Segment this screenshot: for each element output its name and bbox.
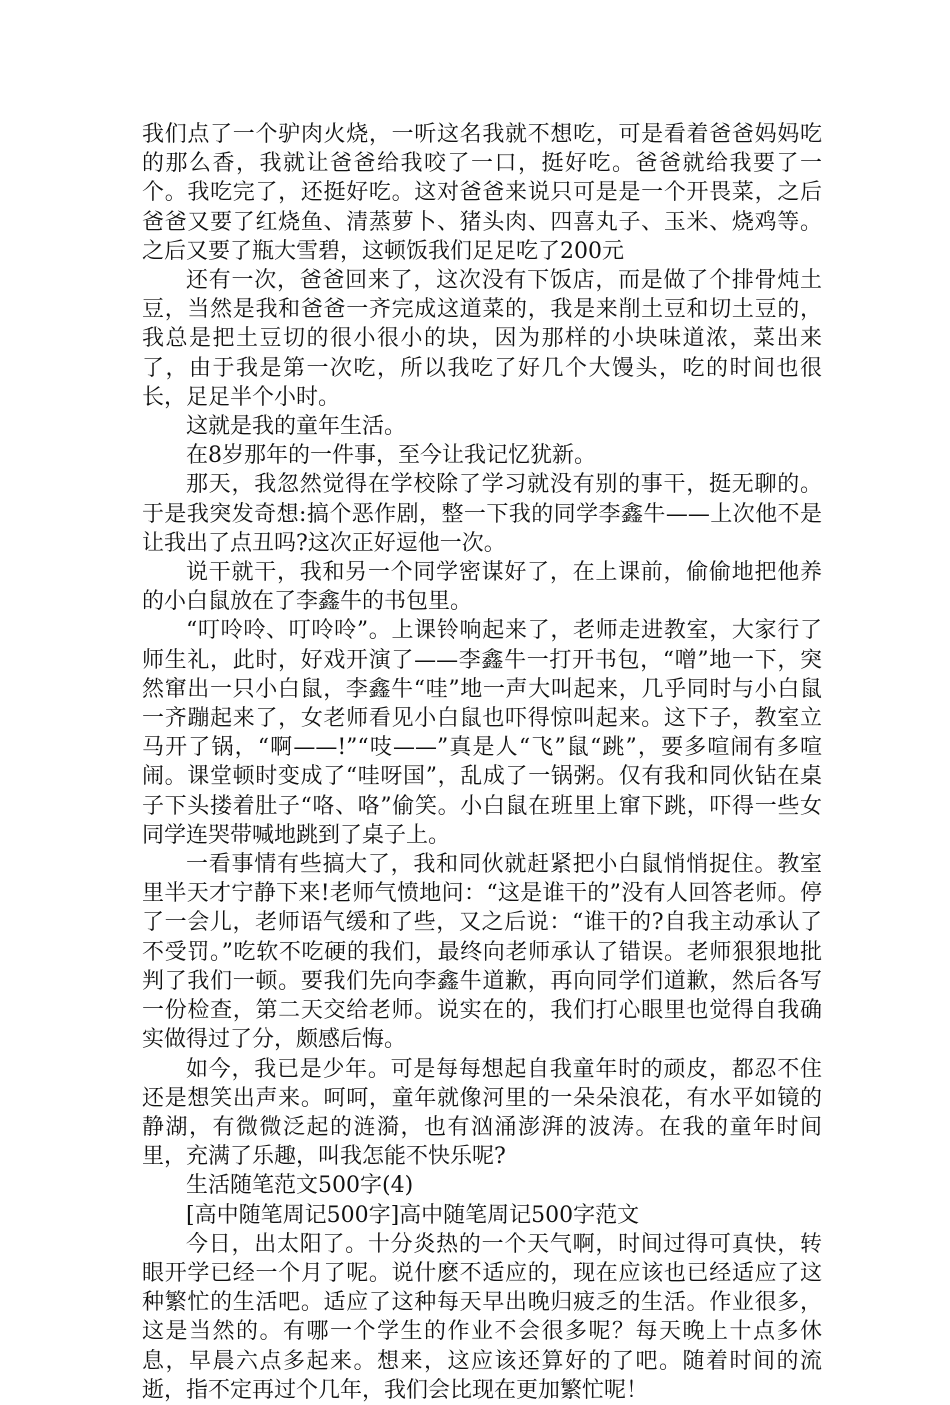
paragraph-reflection: 如今，我已是少年。可是每每想起自我童年时的顽皮，都忍不住还是想笑出声来。呵呵，童年就像河里的一朵朵浪花，有水平如镜的静湖，有微微泛起的涟漪，也有汹涌澎湃的波涛。在我的童年时间里，充满了乐趣，叫我怎能不快乐呢? bbox=[142, 1056, 822, 1170]
paragraph-prank-plan: 说干就干，我和另一个同学密谋好了，在上课前，偷偷地把他养的小白鼠放在了李鑫牛的书包里。 bbox=[142, 560, 822, 615]
paragraph-age-eight: 在8岁那年的一件事，至今让我记忆犹新。 bbox=[186, 443, 596, 469]
paragraph-classroom-chaos: “叮呤呤、叮呤呤”。上课铃响起来了，老师走进教室，大家行了师生礼，此时，好戏开演了——李鑫牛一打开书包，“噌”地一下，突然窜出一只小白鼠，李鑫牛“哇”地一声大叫起来，几乎同时与小白鼠一齐蹦起来了，女老师看见小白鼠也吓得惊叫起来。这下子，教室立马开了锅，“啊——!”“吱——”真是人“飞”鼠“跳”，要多喧闹有多喧闹。课堂顿时变成了“哇呀国”，乱成了一锅粥。仅有我和同伙钻在桌子下头搂着肚子“咯、咯”偷笑。小白鼠在班里上窜下跳，吓得一些女同学连哭带喊地跳到了桌子上。 bbox=[142, 618, 822, 848]
paragraph-childhood-life: 这就是我的童年生活。 bbox=[186, 414, 407, 440]
paragraph-potato-story: 还有一次，爸爸回来了，这次没有下饭店，而是做了个排骨炖土豆，当然是我和爸爸一齐完成这道菜的，我是来削土豆和切土豆的，我总是把土豆切的很小很小的块，因为那样的小块味道浓，菜出来了，由于我是第一次吃，所以我吃了好几个大馒头，吃的时间也很长，足足半个小时。 bbox=[142, 268, 822, 410]
paragraph-apology: 一看事情有些搞大了，我和同伙就赶紧把小白鼠悄悄捉住。教室里半天才宁静下来!老师气愤地问：“这是谁干的”没有人回答老师。停了一会儿，老师语气缓和了些，又之后说：“谁干的?自我主动承认了不受罚。”吃软不吃硬的我们，最终向老师承认了错误。老师狠狠地批判了我们一顿。要我们先向李鑫牛道歉，再向同学们道歉，然后各写一份检查，第二天交给老师。说实在的，我们打心眼里也觉得自我确实做得过了分，颇感后悔。 bbox=[142, 852, 822, 1053]
document-body bbox=[142, 120, 822, 1405]
paragraph-school-life: 今日，出太阳了。十分炎热的一个天气啊，时间过得可真快，转眼开学已经一个月了呢。说什麽不适应的，现在应该也已经适应了这种繁忙的生活吧。适应了这种每天早出晚归疲乏的生活。作业很多，这是当然的。有哪一个学生的作业不会很多呢？每天晚上十点多休息，早晨六点多起来。想来，这应该还算好的了吧。随着时间的流逝，指不定再过个几年，我们会比现在更加繁忙呢！ bbox=[142, 1231, 822, 1403]
section-heading-essay-4: 生活随笔范文500字(4) bbox=[186, 1173, 414, 1199]
paragraph-prank-idea: 那天，我忽然觉得在学校除了学习就没有别的事干，挺无聊的。于是我突发奇想:搞个恶作剧，整一下我的同学李鑫牛——上次他不是让我出了点丑吗?这次正好逗他一次。 bbox=[142, 472, 822, 556]
paragraph-meal-story: 我们点了一个驴肉火烧，一听这名我就不想吃，可是看着爸爸妈妈吃的那么香，我就让爸爸给我咬了一口，挺好吃。爸爸就给我要了一个。我吃完了，还挺好吃。这对爸爸来说只可是是一个开畏菜，之后爸爸又要了红烧鱼、清蒸萝卜、猪头肉、四喜丸子、玉米、烧鸡等。之后又要了瓶大雪碧，这顿饭我们足足吃了200元 bbox=[142, 122, 822, 264]
section-heading-weekly-journal: [高中随笔周记500字]高中随笔周记500字范文 bbox=[186, 1202, 640, 1228]
